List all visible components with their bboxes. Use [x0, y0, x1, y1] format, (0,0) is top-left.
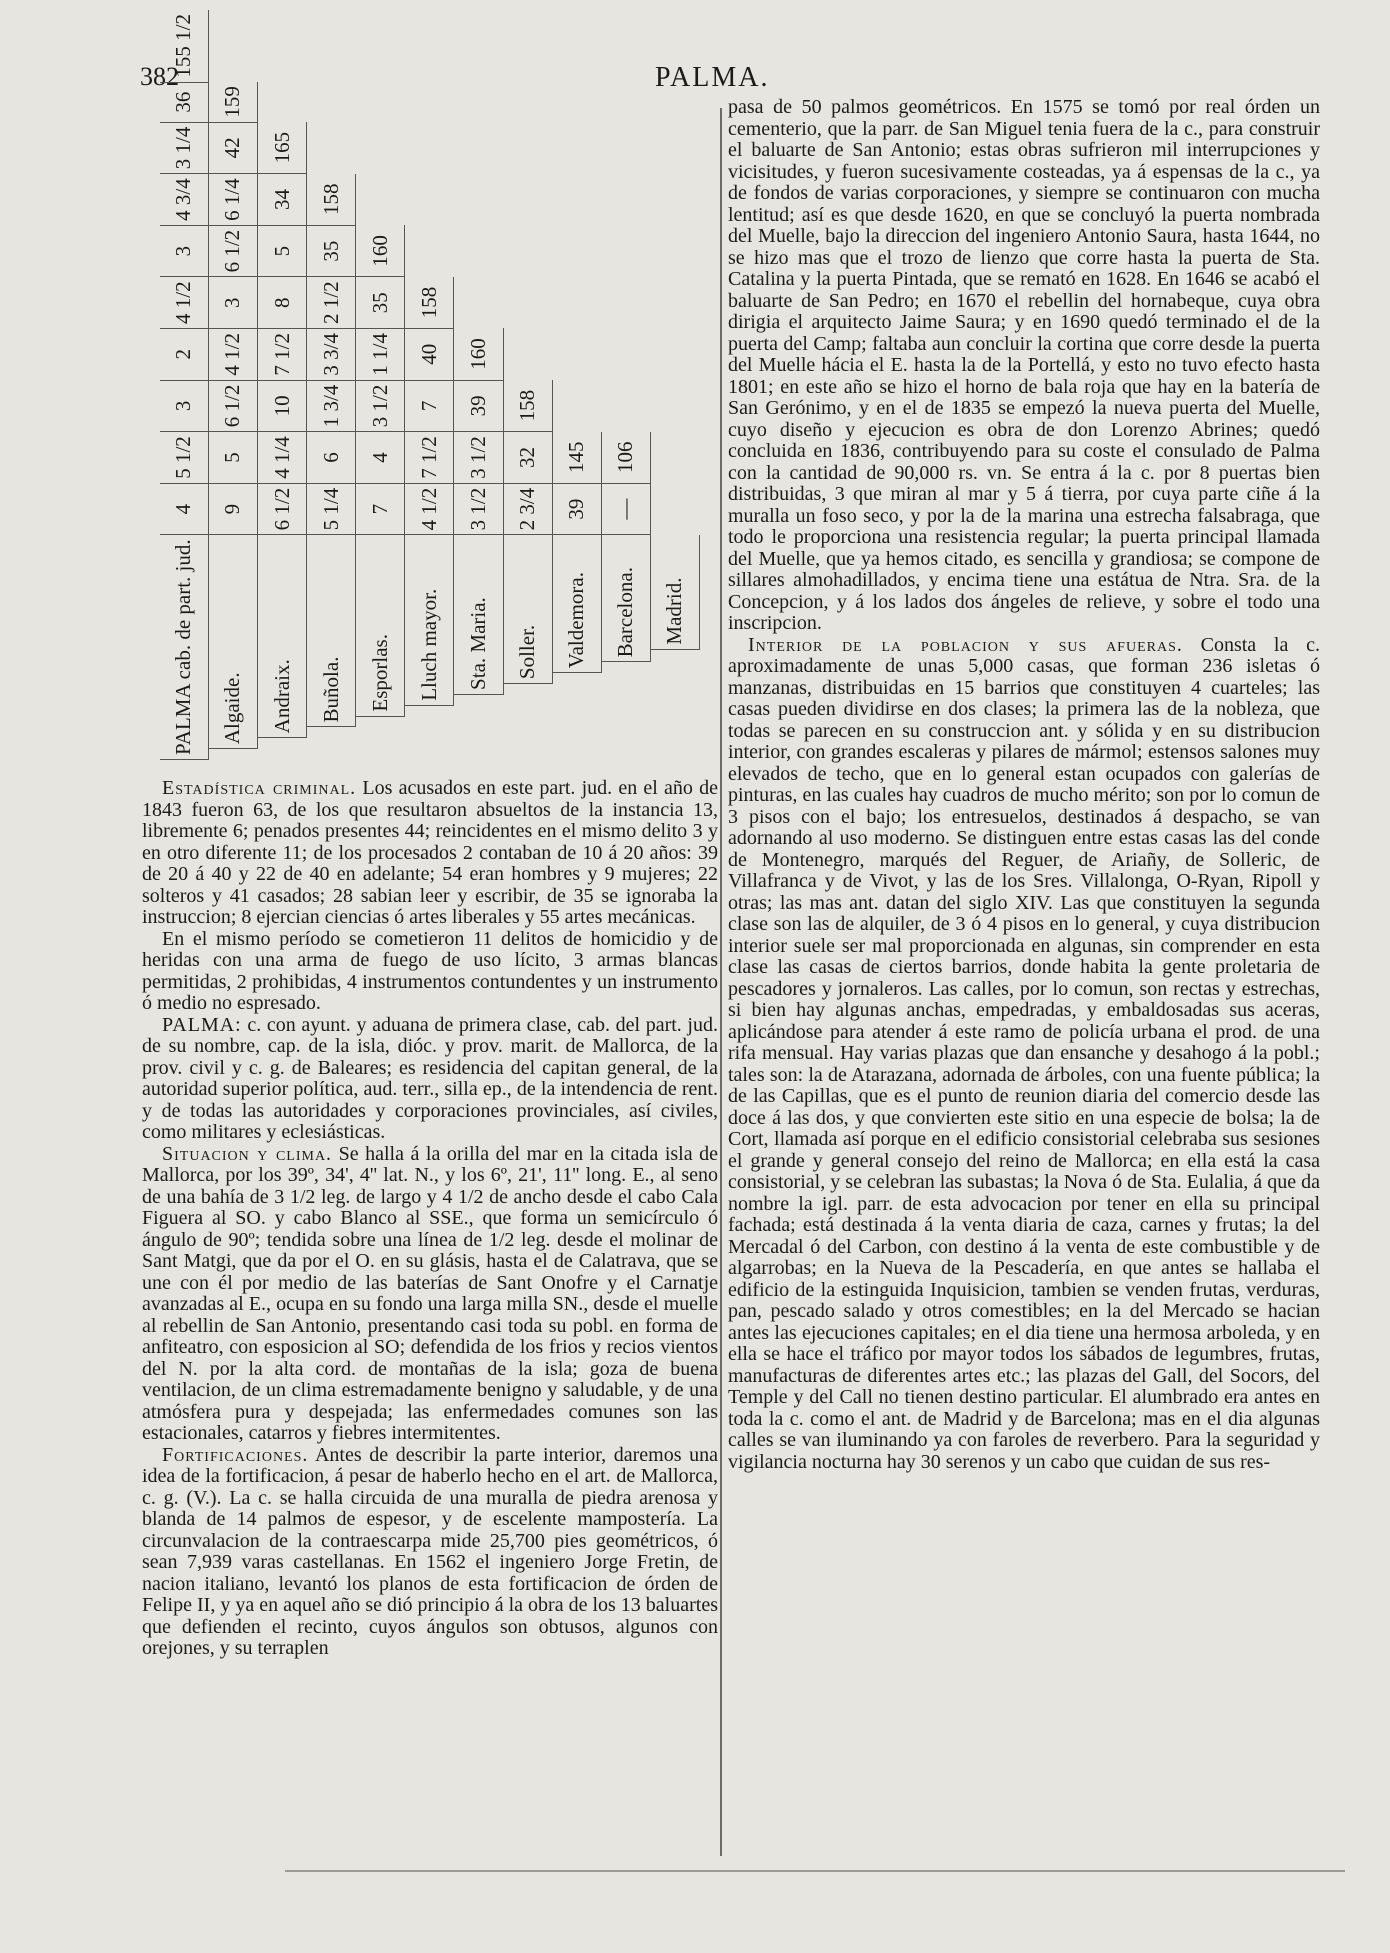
distance-cell: 7 [356, 483, 405, 535]
distance-empty-cell [552, 694, 601, 705]
distance-cell: 36 [160, 82, 208, 122]
distance-cell: 5 1/4 [307, 483, 356, 535]
distance-empty-cell [601, 694, 650, 705]
distance-cell: — [601, 483, 650, 535]
distance-cell: 6 1/2 [257, 483, 306, 535]
distance-cell: 4 1/4 [257, 432, 306, 484]
distance-empty-cell [601, 673, 650, 684]
distance-cell: 159 [208, 82, 257, 122]
distance-cell: 7 1/2 [405, 432, 454, 484]
distance-cell: 165 [257, 122, 306, 174]
distance-empty-cell [405, 716, 454, 727]
distance-table-container [160, 14, 700, 760]
distance-empty-cell [454, 694, 503, 705]
distance-row [160, 10, 208, 759]
distance-cell: 32 [503, 432, 552, 484]
paragraph [728, 97, 1320, 635]
paragraph-heading: Interior de la poblacion y sus afueras. [748, 633, 1183, 656]
distance-empty-cell [356, 716, 405, 727]
distance-empty-cell [650, 705, 699, 716]
distance-cell: 3 [160, 225, 208, 277]
distance-cell: 106 [601, 432, 650, 484]
distance-cell: 158 [405, 277, 454, 329]
distance-empty-cell [307, 727, 356, 738]
distance-row-label: Buñola. [307, 535, 356, 727]
distance-empty-cell [552, 749, 601, 760]
distance-empty-cell [650, 738, 699, 749]
paragraph-text: En el mismo período se cometieron 11 delitos de homicidio y de heridas con una arma de fuego de uso lícito, 3 armas blancas permitidas, 2 prohibidas, 4 instrumentos contundentes y un instrumento ó medio no espresado. [142, 927, 718, 1014]
distance-cell: 8 [257, 277, 306, 329]
distance-empty-cell [650, 749, 699, 760]
distance-cell: 5 1/2 [160, 432, 208, 484]
paragraph-text: Consta la c. aproximadamente de unas 5,000 casas, que forman 236 isletas ó manzanas, distribuidas en 15 barrios que constituyen 4 cuarteles; las casas pueden dividirse en dos clases; la primera las de la nobleza, que todas se parecen en su construccion ant. y sólida y en su distribucion interior, con grandes escaleras y pilares de mármol; estensos salones muy elevados de techo, que en lo general estan ocupados con galerías de pinturas, en las cuales hay cuadros de mucho mérito; son por lo comun de 3 pisos con el bajo; los entresuelos, destinados á despacho, se van adornando al uso moderno. Se distinguen entre estas casas las del conde de Montenegro, marqués del Reguer, de Ariañy, de Solleric, de Villafranca y de Vivot, y las de los Sres. Villalonga, O-Ryan, Ripoll y otras; las mas ant. datan del siglo XIV. Las que constituyen la segunda clase son las de alquiler, de 3 ó 4 pisos en lo general, y cuya distribucion interior suele ser mal proporcionada en algunas, sin comprender en esta clase las casas de ciertos barrios, donde habita la gente proletaria de pescadores y jornaleros. Las calles, por lo comun, son rectas y estrechas, si bien hay algunas anchas, empedradas, y embaldosadas sus aceras, aplicándose para atender á este ramo de policía urbana el prod. de una rifa mensual. Hay varias plazas que dan ensanche y desahogo á la pobl.; tales son: la de Atarazana, adornada de árboles, con una fuente pública; la de las Capillas, que es el punto de reunion diaria del comercio desde las doce á las dos, y que convierten este sitio en una especie de bolsa; la de Cort, llamada así porque en el edificio consistorial celebraba sus sesiones el grande y general consejo del reino de Mallorca; en ella está la casa consistorial, y se celebran las subastas; la Nova ó de Sta. Eulalia, á que da nombre la igl. parr. de esta advocacion por tener en ella su principal fachada; está destinada á la venta diaria de caza, carnes y frutas; la del Mercadal ó del Carbon, con destino á la venta de este combustible y de algarrobas; en la Nueva de la Pescadería, en que antes se hallaba el edificio de la estinguida Inquisicion, tambien se venden frutas, verduras, pan, pescado salado y otros comestibles; en la del Mercado se hacian antes las ejecuciones capitales; en el dia tiene una hermosa arboleda, y en ella se hace el tráfico por mayor todos los sábados de legumbres, frutas, manufacturas de diferentes artes etc.; las plazas del Gall, del Socors, del Temple y del Call no tienen destino particular. El alumbrado era antes en toda la c. como el ant. de Madrid y de Barcelona; mas en el dia algunas calles se van iluminando ya con faroles de reverbero. Para la seguridad y vigilancia nocturna hay 30 serenos y un cabo que cuidan de sus res- [728, 633, 1320, 1473]
distance-empty-cell [503, 716, 552, 727]
distance-empty-cell [503, 684, 552, 695]
distance-cell: 5 [208, 432, 257, 484]
distance-row-label: Barcelona. [601, 535, 650, 662]
distance-empty-cell [503, 694, 552, 705]
paragraph-heading: Estadística criminal. [162, 777, 357, 799]
distance-cell: 4 1/2 [208, 329, 257, 381]
distance-cell: 2 1/2 [307, 277, 356, 329]
distance-empty-cell [405, 749, 454, 760]
distance-empty-cell [307, 738, 356, 749]
distance-cell: 6 [307, 432, 356, 484]
paragraph-heading: Fortificaciones. [162, 1443, 309, 1466]
distance-cell: 35 [356, 277, 405, 329]
page-number: 382 [140, 62, 179, 91]
distance-cell: 3 1/2 [454, 483, 503, 535]
distance-cell: 6 1/4 [208, 174, 257, 226]
distance-cell: 4 [160, 483, 208, 535]
distance-empty-cell [650, 649, 699, 662]
distance-empty-cell [307, 749, 356, 760]
distance-empty-cell [405, 727, 454, 738]
distance-cell: 10 [257, 380, 306, 432]
distance-empty-cell [454, 716, 503, 727]
distance-cell: 160 [454, 329, 503, 381]
paragraph [142, 778, 718, 929]
distance-empty-cell [552, 738, 601, 749]
distance-row-label: Andraix. [257, 535, 306, 738]
distance-cell: 2 [160, 329, 208, 381]
distance-row-label: Soller. [503, 535, 552, 684]
distance-empty-cell [208, 749, 257, 760]
distance-cell: 145 [552, 432, 601, 484]
distance-empty-cell [454, 705, 503, 716]
distance-cell: 1 1/4 [356, 329, 405, 381]
distance-cell: 40 [405, 329, 454, 381]
distance-row [257, 10, 306, 759]
distance-row-label: Sta. Maria. [454, 535, 503, 695]
distance-row [454, 10, 503, 759]
distance-empty-cell [650, 716, 699, 727]
distance-cell: 3 1/4 [160, 122, 208, 174]
distance-cell: 160 [356, 225, 405, 277]
distance-empty-cell [601, 738, 650, 749]
distance-empty-cell [405, 738, 454, 749]
distance-row [307, 10, 356, 759]
distance-empty-cell [601, 727, 650, 738]
paragraph-text: Se halla á la orilla del mar en la citada isla de Mallorca, por los 39º, 34', 4'' lat. N., y los 6º, 21', 11'' long. E., al seno de una bahía de 3 1/2 leg. de largo y 4 1/2 de ancho desde el cabo Cala Figuera al SO. y cabo Blanco al SSE., que forma un semicírculo ó ángulo de 90º; tendida sobre una línea de 1/2 leg. desde el molinar de Sant Matgi, que da por el O. en su glásis, hasta el de Calatrava, que se une con él por medio de las baterías de Sant Onofre y el Carnatje avanzadas al E., ocupa en su fondo una larga milla SN., desde el muelle al rebellin de San Antonio, presentando casi toda su pobl. en forma de anfiteatro, con esposicion al SO; defendida de los frios y recios vientos del N. por la alta cord. de montañas de la isla; goza de buena ventilacion, de un clima estremadamente benigno y saludable, y de una atmósfera pura y despejada; las enfermedades comunes son las estacionales, catarros y fiebres intermitentes. [142, 1142, 719, 1444]
paragraph-heading: Situacion y clima. [162, 1142, 333, 1165]
distance-empty-cell [552, 727, 601, 738]
distance-row [405, 10, 454, 759]
distance-empty-cell [356, 738, 405, 749]
distance-empty-cell [503, 705, 552, 716]
distance-row [208, 10, 257, 759]
distance-cell: 39 [454, 380, 503, 432]
right-text-column [728, 97, 1320, 1473]
paragraph [142, 1445, 718, 1660]
distance-empty-cell [356, 749, 405, 760]
paragraph-text: Los acusados en este part. jud. en el año de 1843 fueron 63, de los que resultaron absueltos de la instancia 13, libremente 6; penados presentes 44; reincidentes en el mismo delito 3 y en otro diferente 11; de los procesados 2 contaban de 10 á 20 años: 39 de 20 á 40 y 22 de 40 en adelante; 54 eran hombres y 9 mujeres; 22 solteros y 41 casados; 28 sabian leer y escribir, de 35 se ignoraba la instruccion; 8 ejercian ciencias ó artes liberales y 55 artes mecánicas. [142, 777, 718, 928]
distance-empty-cell [552, 716, 601, 727]
distance-empty-cell [601, 662, 650, 673]
distance-cell: 158 [503, 380, 552, 432]
distance-empty-cell [503, 738, 552, 749]
distance-empty-cell [601, 705, 650, 716]
distance-empty-cell [257, 749, 306, 760]
paragraph [728, 635, 1320, 1474]
distance-empty-cell [601, 684, 650, 695]
distance-cell: 158 [307, 174, 356, 226]
distance-empty-cell [257, 738, 306, 749]
left-text-column [142, 778, 718, 1660]
distance-empty-cell [552, 705, 601, 716]
distance-cell: 7 [405, 380, 454, 432]
distance-cell: 155 1/2 [160, 10, 208, 82]
distance-empty-cell [356, 727, 405, 738]
distance-cell: 3 [208, 277, 257, 329]
distance-cell: 42 [208, 122, 257, 174]
distance-cell: 9 [208, 483, 257, 535]
running-title: PALMA. [655, 62, 770, 93]
distance-row-label: Lluch mayor. [405, 535, 454, 705]
distance-cell: 7 1/2 [257, 329, 306, 381]
distance-empty-cell [454, 738, 503, 749]
paragraph-text: pasa de 50 palmos geométricos. En 1575 se tomó por real órden un cementerio, que la parr. de San Miguel tenia fuera de la c., para construir el baluarte de San Antonio; estas obras sufrieron mil interrupciones y vicisitudes, y fueron sucesivamente costeadas, ya á espensas de la c., ya de fondos de varias corporaciones, y siempre se continuaron con mucha lentitud; así es que desde 1620, en que se concluyó la puerta nombrada del Muelle, bajo la direccion del ingeniero Antonio Saura, hasta 1644, no se hizo mas que el trozo de lienzo que corre hasta la puerta de Sta. Catalina y la puerta Pintada, que se remató en 1628. En 1646 se acabó el baluarte de San Pedro; en 1670 el rebellin del hornabeque, cuya obra dirigia el arquitecto Jaime Saura; y en 1690 quedó terminado el de la puerta del Camp; faltaba aun concluir la cortina que corre desde la puerta del Muelle hácia el E. hasta la de la Portellá, y esto no tuvo efecto hasta 1801; en este año se hizo el horno de bala roja que hay en la batería de San Gerónimo, y en el de 1835 se empezó la nueva puerta del Muelle, cuyo diseño y ejecucion es obra de don Lorenzo Abrines; quedó concluida en 1836, contribuyendo para su coste el consulado de Palma con la cantidad de 90,000 rs. vn. Se entra á la c. por 8 puertas bien distribuidas, 3 que miran al mar y 5 á tierra, por cuya parte ciñe á la muralla un foso seco, y por la de la marina una estrecha falsabraga, que todo le proporciona una resistencia regular; la puerta principal llamada del Muelle, que ya hemos citado, es sencilla y grandiosa; se compone de sillares almohadillados, y encima tiene una estátua de Ntra. Sra. de la Concepcion, y á los lados dos ángeles de relieve, y sobre el todo una inscripcion. [728, 96, 1320, 634]
distance-empty-cell [650, 662, 699, 673]
distance-empty-cell [503, 727, 552, 738]
distance-table [160, 10, 700, 760]
paragraph [142, 1144, 718, 1445]
distance-empty-cell [503, 749, 552, 760]
distance-empty-cell [454, 727, 503, 738]
paragraph [142, 1015, 718, 1144]
distance-row-label: Madrid. [650, 535, 699, 649]
distance-empty-cell [601, 716, 650, 727]
distance-empty-cell [650, 727, 699, 738]
distance-empty-cell [650, 694, 699, 705]
distance-empty-cell [552, 684, 601, 695]
distance-empty-cell [650, 684, 699, 695]
column-divider [720, 108, 722, 1856]
distance-row [503, 10, 552, 759]
paragraph-text: Antes de describir la parte interior, daremos una idea de la fortificacion, á pesar de haberlo hecho en el art. de Mallorca, c. g. (V.). La c. se halla circuida de una muralla de piedra arenosa y blanda de 14 palmos de espesor, y de escelente mampostería. La circunvalacion de la contraescarpa mide 25,700 pies geométricos, ó sean 7,939 varas castellanas. En 1562 el ingeniero Jorge Fretin, de nacion italiano, levantó los planos de esta fortificacion de órden de Felipe II, y ya en aquel año se dió principio á la obra de los 13 baluartes que defienden el recinto, cuyos ángulos son obtusos, algunos con orejones, y su terraplen [142, 1443, 718, 1659]
distance-row [552, 10, 601, 759]
distance-empty-cell [650, 673, 699, 684]
distance-row [601, 10, 650, 759]
distance-row-label: Esporlas. [356, 535, 405, 716]
distance-cell: 4 1/2 [405, 483, 454, 535]
distance-row-label: Valdemora. [552, 535, 601, 673]
distance-cell: 4 3/4 [160, 174, 208, 226]
distance-cell: 3 1/2 [356, 380, 405, 432]
distance-cell: 3 [160, 380, 208, 432]
distance-cell: 1 3/4 [307, 380, 356, 432]
distance-cell: 39 [552, 483, 601, 535]
distance-empty-cell [454, 749, 503, 760]
paragraph-heading: PALMA: [162, 1013, 242, 1036]
distance-row [356, 10, 405, 759]
distance-cell: 4 1/2 [160, 277, 208, 329]
distance-cell: 35 [307, 225, 356, 277]
distance-cell: 3 1/2 [454, 432, 503, 484]
distance-row-label: Algaide. [208, 535, 257, 749]
distance-cell: 5 [257, 225, 306, 277]
distance-cell: 6 1/2 [208, 225, 257, 277]
paragraph [142, 929, 718, 1015]
distance-empty-cell [405, 705, 454, 716]
distance-cell: 2 3/4 [503, 483, 552, 535]
distance-cell: 3 3/4 [307, 329, 356, 381]
page-bottom-rule [285, 1870, 1345, 1872]
distance-empty-cell [552, 673, 601, 684]
distance-row-label: PALMA cab. de part. jud. [160, 535, 208, 760]
distance-cell: 34 [257, 174, 306, 226]
distance-empty-cell [601, 749, 650, 760]
distance-cell: 4 [356, 432, 405, 484]
paragraph-text: c. con ayunt. y aduana de primera clase, cab. del part. jud. de su nombre, cap. de la isla, dióc. y prov. marit. de Mallorca, de la prov. civil y c. g. de Baleares; es residencia del capitan general, de la autoridad superior política, aud. terr., silla ep., de la intendencia de rent. y de todas las autoridades y corporaciones provinciales, así civiles, como militares y eclesiásticas. [142, 1013, 718, 1143]
distance-cell: 6 1/2 [208, 380, 257, 432]
distance-row [650, 10, 699, 759]
